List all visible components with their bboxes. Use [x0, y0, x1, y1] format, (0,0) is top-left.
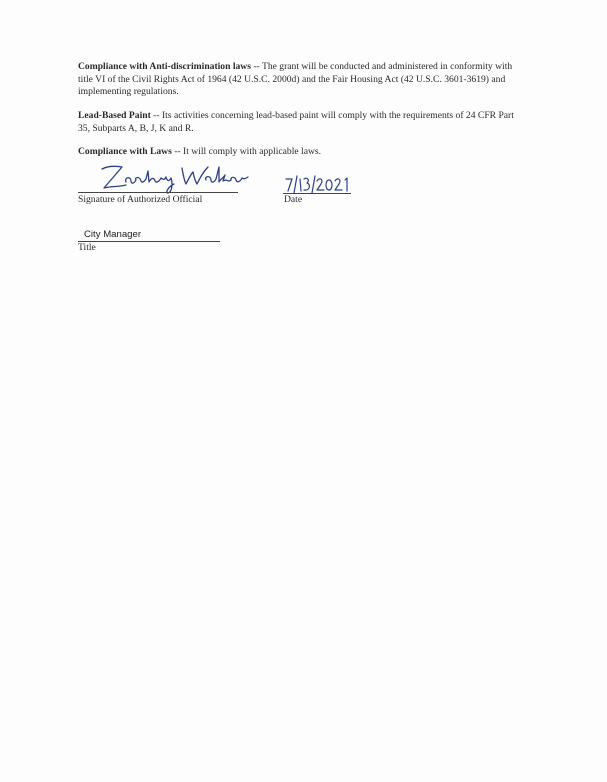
- title-block: [78, 228, 228, 258]
- paragraph-heading: Compliance with Laws: [78, 146, 172, 157]
- handwritten-signature: [98, 162, 258, 196]
- paragraph-heading: Lead-Based Paint: [78, 110, 151, 121]
- signature-block: [78, 160, 243, 206]
- compliance-with-laws-paragraph: [78, 146, 528, 159]
- lead-based-paint-paragraph: [78, 110, 528, 135]
- signature-label: Signature of Authorized Official: [78, 194, 203, 205]
- signature-line: [78, 192, 238, 193]
- title-value: City Manager: [84, 229, 142, 240]
- paragraph-text: -- It will comply with applicable laws.: [171, 146, 322, 157]
- handwritten-date: [283, 172, 353, 194]
- title-label: Title: [78, 242, 96, 253]
- paragraph-text: -- The grant will be conducted and administered in conformity with title VI of the Civil Rights Act of 1964 (42 U.S.C. 2000d) and the Fair Housing Act (42 U.S.C. 3601-3619) and implementing regulations.: [78, 61, 513, 98]
- paragraph-heading: Compliance with Anti-discrimination laws: [78, 61, 251, 72]
- date-label: Date: [284, 194, 303, 205]
- paragraph-text: -- Its activities concerning lead-based paint will comply with the requirements of 24 CFR Part 35, Subparts A, B, J, K and R.: [78, 110, 514, 134]
- anti-discrimination-paragraph: [78, 61, 528, 99]
- date-block: [283, 170, 355, 210]
- title-line: [78, 241, 220, 242]
